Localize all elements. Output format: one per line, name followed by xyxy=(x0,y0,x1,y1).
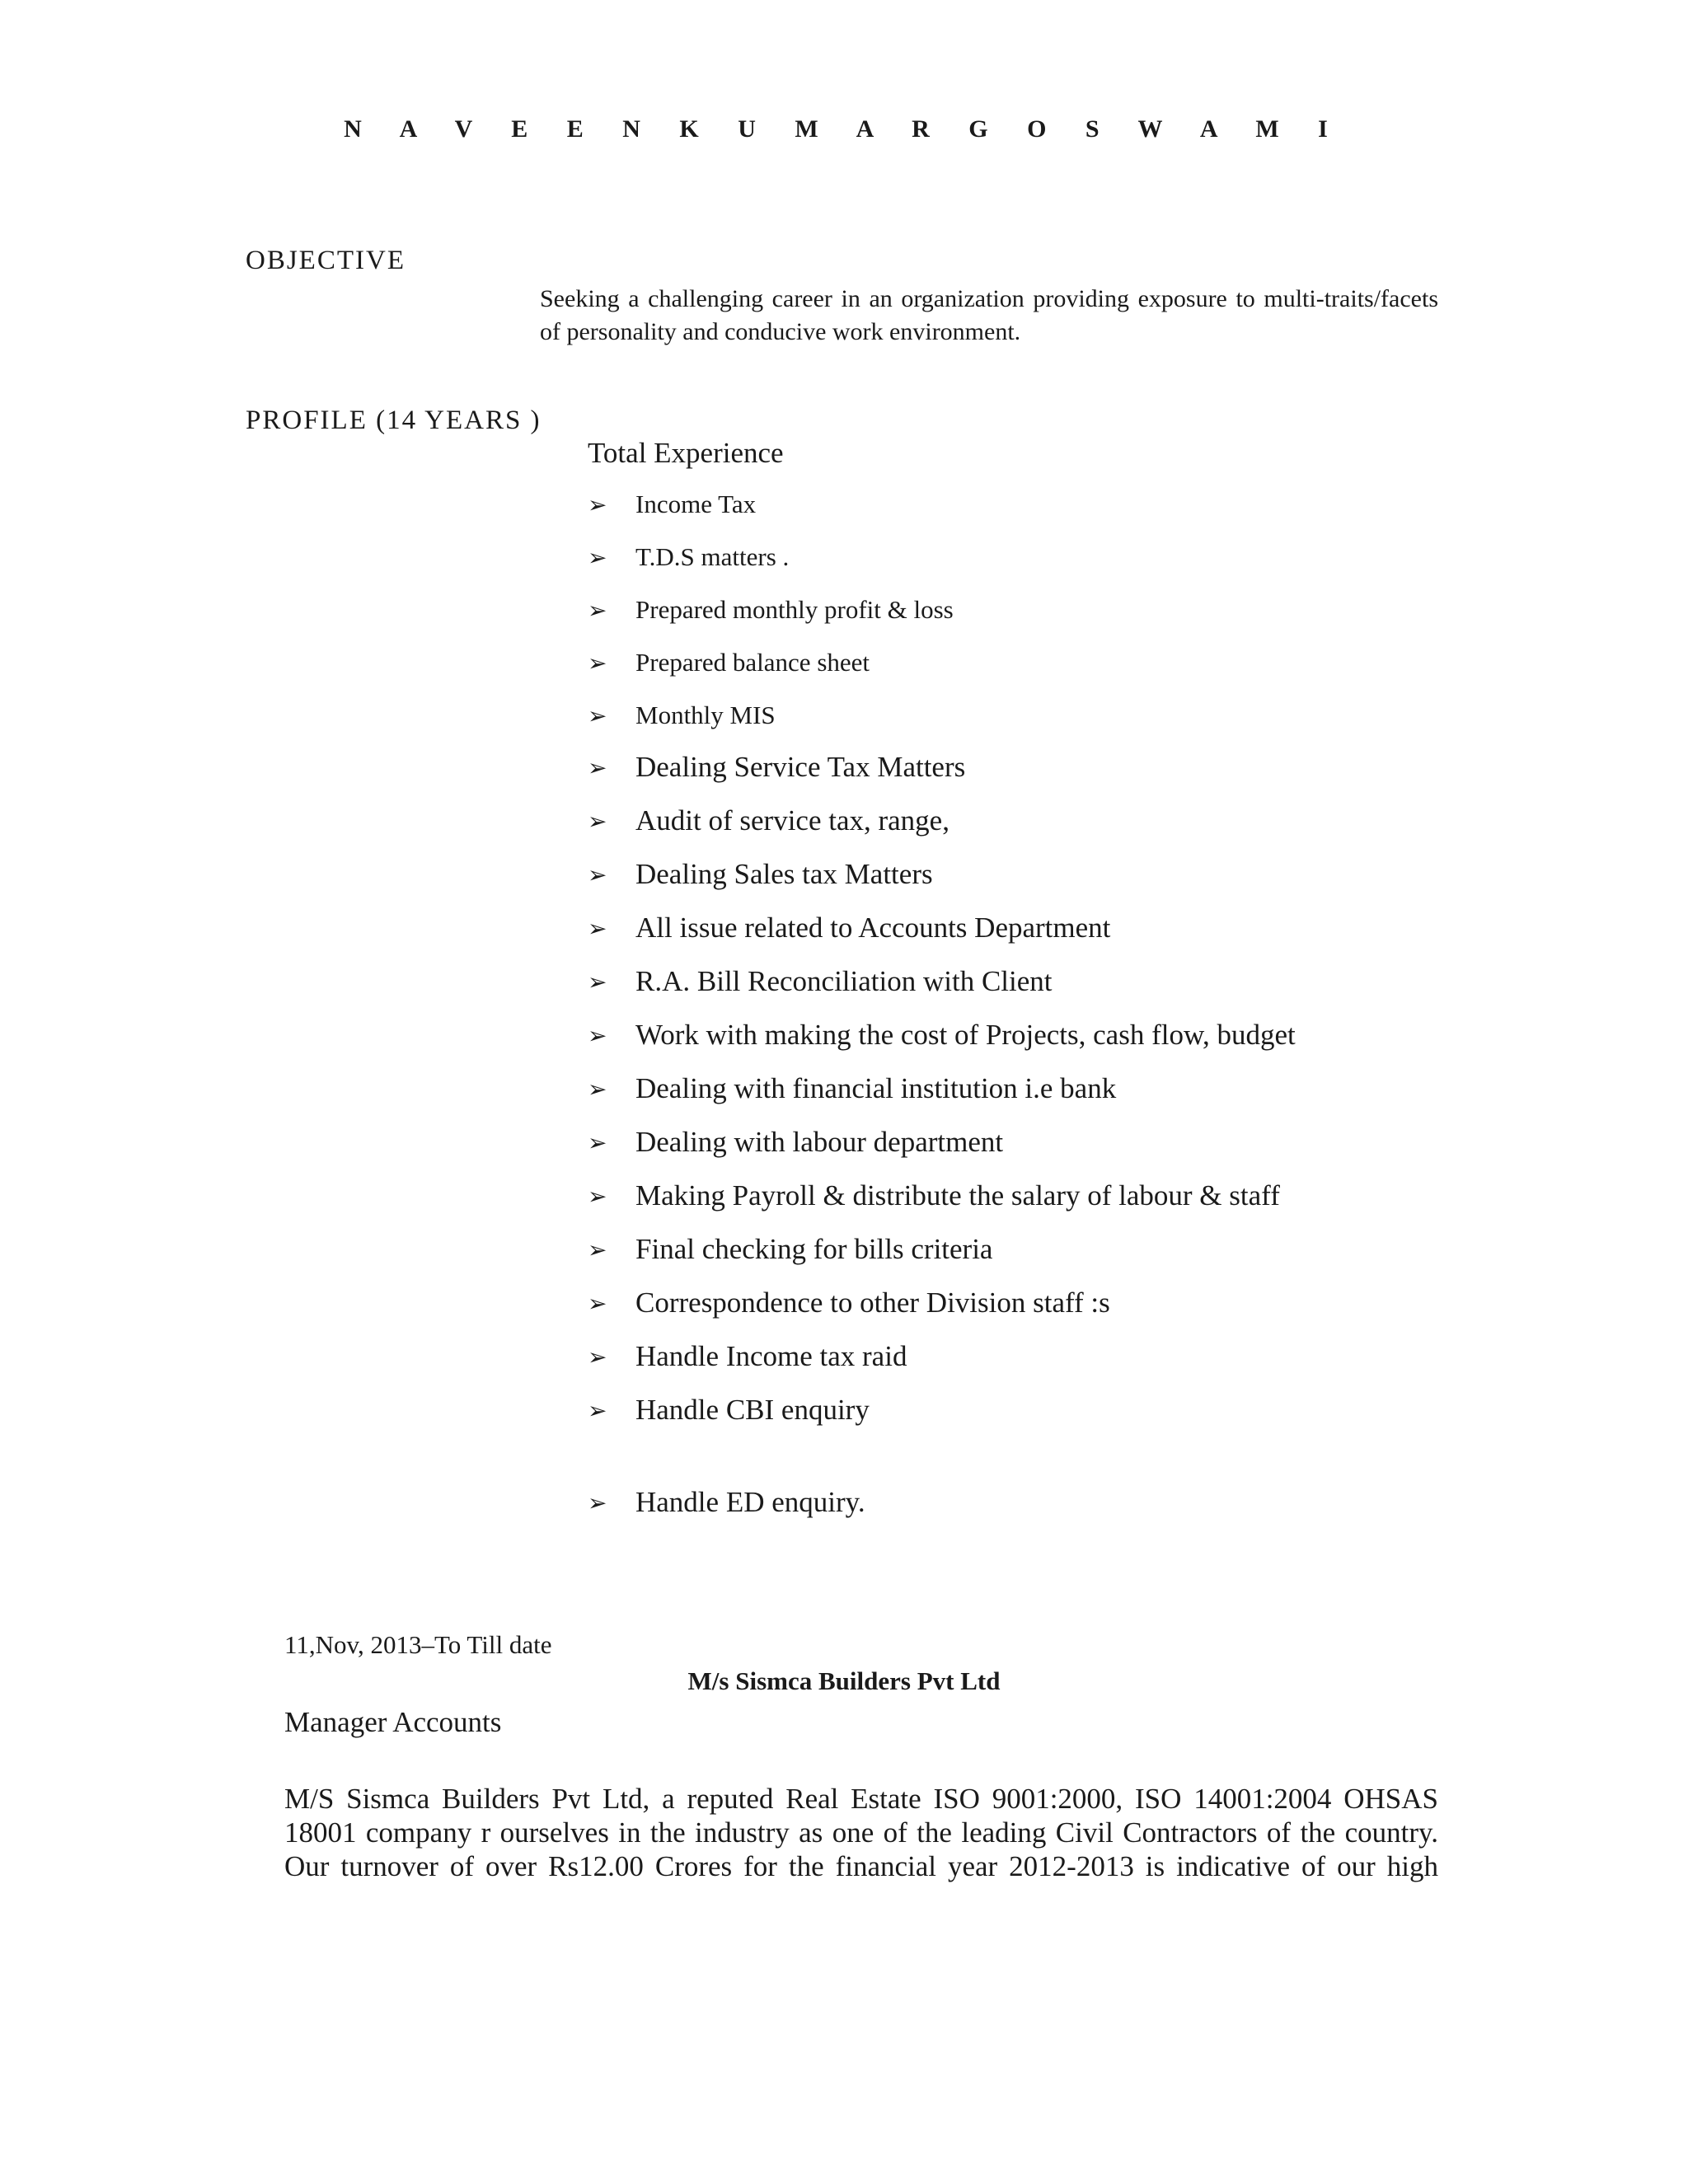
list-item: ➢ Monthly MIS xyxy=(588,701,776,729)
list-item: ➢ Prepared balance sheet xyxy=(588,648,870,677)
list-item: ➢ All issue related to Accounts Department xyxy=(588,912,1111,944)
arrow-bullet-icon: ➢ xyxy=(588,1075,607,1103)
employment-date: 11,Nov, 2013–To Till date xyxy=(284,1630,552,1659)
list-item: ➢ Handle CBI enquiry xyxy=(588,1394,870,1426)
arrow-bullet-icon: ➢ xyxy=(588,701,607,729)
list-item: ➢ Making Payroll & distribute the salary of labour & staff xyxy=(588,1179,1280,1212)
job-title: Manager Accounts xyxy=(284,1706,502,1738)
list-item: ➢ Handle ED enquiry. xyxy=(588,1486,865,1518)
arrow-bullet-icon: ➢ xyxy=(588,914,607,942)
list-item: ➢ Dealing with labour department xyxy=(588,1126,1004,1158)
list-item: ➢ Work with making the cost of Projects, cash flow, budget xyxy=(588,1019,1296,1051)
list-item: ➢ Final checking for bills criteria xyxy=(588,1233,993,1265)
list-item: ➢ Handle Income tax raid xyxy=(588,1340,907,1372)
total-experience-label: Total Experience xyxy=(588,437,784,469)
arrow-bullet-icon: ➢ xyxy=(588,490,607,518)
objective-heading: OBJECTIVE xyxy=(246,246,406,275)
arrow-bullet-icon: ➢ xyxy=(588,596,607,624)
arrow-bullet-icon: ➢ xyxy=(588,807,607,835)
list-item: ➢ Income Tax xyxy=(588,490,757,518)
profile-heading: PROFILE (14 YEARS ) xyxy=(246,405,542,435)
arrow-bullet-icon: ➢ xyxy=(588,1235,607,1263)
company-name: M/s Sismca Builders Pvt Ltd xyxy=(687,1666,1001,1695)
list-item: ➢ Dealing with financial institution i.e bank xyxy=(588,1072,1117,1104)
arrow-bullet-icon: ➢ xyxy=(588,1343,607,1371)
arrow-bullet-icon: ➢ xyxy=(588,1182,607,1210)
arrow-bullet-icon: ➢ xyxy=(588,1488,607,1516)
list-item: ➢ R.A. Bill Reconciliation with Client xyxy=(588,965,1053,997)
arrow-bullet-icon: ➢ xyxy=(588,1289,607,1317)
arrow-bullet-icon: ➢ xyxy=(588,968,607,996)
list-item: ➢ T.D.S matters . xyxy=(588,542,790,571)
list-item: ➢ Audit of service tax, range, xyxy=(588,804,950,837)
list-item: ➢ Dealing Service Tax Matters xyxy=(588,751,966,783)
company-description: M/S Sismca Builders Pvt Ltd, a reputed Real Estate ISO 9001:2000, ISO 14001:2004 OHSAS 18001 company r ourselves in the industry as one of the leading Civil Contractors of the country. Our turnover of over Rs12.00 Crores for the financial year 2012-2013 is indicative of our high xyxy=(284,1783,1438,1882)
objective-text: Seeking a challenging career in an organization providing exposure to multi-traits/facets of personality and conducive work environment. xyxy=(540,285,1438,345)
list-item: ➢ Correspondence to other Division staff :s xyxy=(588,1286,1110,1319)
list-item: ➢ Dealing Sales tax Matters xyxy=(588,858,933,890)
arrow-bullet-icon: ➢ xyxy=(588,543,607,571)
arrow-bullet-icon: ➢ xyxy=(588,649,607,677)
arrow-bullet-icon: ➢ xyxy=(588,1021,607,1049)
list-item: ➢ Prepared monthly profit & loss xyxy=(588,595,954,624)
arrow-bullet-icon: ➢ xyxy=(588,1396,607,1424)
arrow-bullet-icon: ➢ xyxy=(588,1128,607,1156)
arrow-bullet-icon: ➢ xyxy=(588,753,607,781)
candidate-name: N A V E E N K U M A R G O S W A M I xyxy=(344,115,1344,143)
arrow-bullet-icon: ➢ xyxy=(588,860,607,888)
